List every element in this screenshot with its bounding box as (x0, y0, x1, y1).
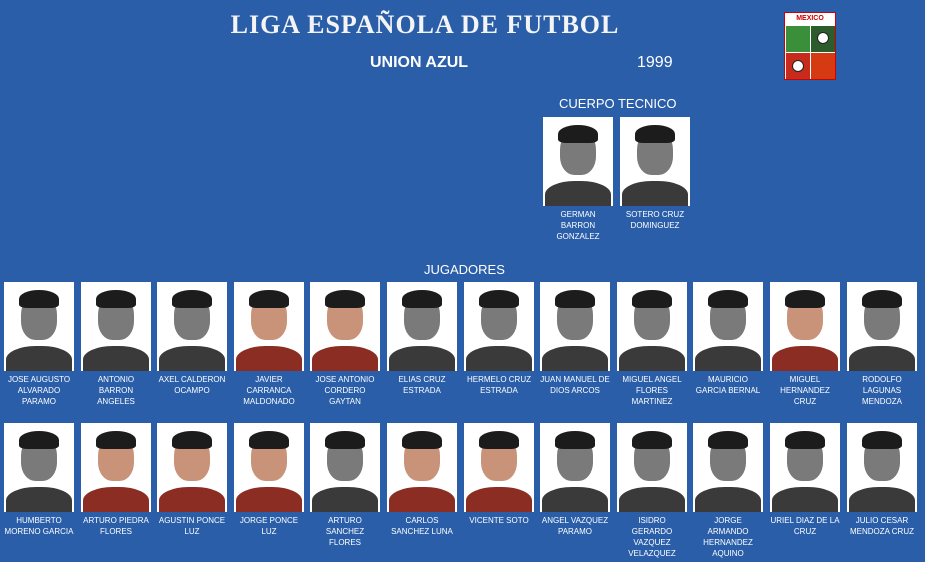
person-name: GERMAN BARRON GONZALEZ (556, 210, 600, 241)
portrait-photo (81, 423, 151, 512)
person-name: MIGUEL ANGEL FLORES MARTINEZ (622, 375, 682, 406)
person-name: SOTERO CRUZ DOMINGUEZ (625, 210, 685, 230)
person-card (234, 423, 304, 537)
person-card (847, 423, 917, 537)
person-name: JAVIER CARRANCA MALDONADO (243, 375, 295, 406)
person-name: ISIDRO GERARDO VAZQUEZ VELAZQUEZ (628, 516, 676, 558)
portrait-photo (540, 282, 610, 371)
person-name: URIEL DIAZ DE LA CRUZ (770, 516, 840, 536)
person-name: ELIAS CRUZ ESTRADA (398, 375, 446, 395)
person-card (540, 282, 610, 396)
portrait-photo (310, 282, 380, 371)
person-name: CARLOS SANCHEZ LUNA (391, 516, 453, 536)
portrait-photo (464, 423, 534, 512)
portrait-photo (234, 423, 304, 512)
person-card (540, 423, 610, 537)
person-name: MIGUEL HERNANDEZ CRUZ (780, 375, 830, 406)
person-card (157, 282, 227, 396)
crest-band-text: MEXICO (785, 13, 835, 25)
portrait-photo (234, 282, 304, 371)
person-card (387, 423, 457, 537)
person-card (81, 423, 151, 537)
person-name: RODOLFO LAGUNAS MENDOZA (862, 375, 902, 406)
players-heading: JUGADORES (424, 262, 505, 277)
team-name: UNION AZUL (370, 54, 469, 71)
portrait-photo (157, 423, 227, 512)
person-card (543, 117, 613, 242)
person-card (770, 282, 840, 407)
person-card (81, 282, 151, 407)
person-card (234, 282, 304, 407)
portrait-photo (387, 423, 457, 512)
person-card (617, 423, 687, 559)
staff-heading: CUERPO TECNICO (559, 96, 677, 111)
season-year: 1999 (637, 54, 673, 71)
person-name: AXEL CALDERON OCAMPO (158, 375, 226, 395)
person-name: MAURICIO GARCIA BERNAL (695, 375, 761, 395)
portrait-photo (770, 282, 840, 371)
person-card (464, 423, 534, 526)
portrait-photo (543, 117, 613, 206)
crest-quadrant-ball (786, 53, 810, 79)
portrait-photo (693, 423, 763, 512)
person-name: JULIO CESAR MENDOZA CRUZ (850, 516, 914, 536)
person-name: VICENTE SOTO (469, 516, 529, 525)
portrait-photo (81, 282, 151, 371)
portrait-photo (693, 282, 763, 371)
portrait-photo (157, 282, 227, 371)
person-name: JOSE AUGUSTO ALVARADO PARAMO (7, 375, 71, 406)
page-title: LIGA ESPAÑOLA DE FUTBOL (230, 10, 620, 39)
portrait-photo (387, 282, 457, 371)
person-card (387, 282, 457, 396)
mexico-crest-logo (784, 12, 836, 80)
person-card (310, 423, 380, 548)
person-name: JORGE PONCE LUZ (239, 516, 299, 536)
person-name: ARTURO SANCHEZ FLORES (325, 516, 365, 547)
portrait-photo (540, 423, 610, 512)
portrait-photo (617, 282, 687, 371)
person-card (464, 282, 534, 396)
person-card (157, 423, 227, 537)
portrait-photo (847, 423, 917, 512)
person-card (770, 423, 840, 537)
portrait-photo (310, 423, 380, 512)
person-name: ANTONIO BARRON ANGELES (97, 375, 135, 406)
crest-quadrant-lion (811, 53, 835, 79)
person-name: ANGEL VAZQUEZ PARAMO (541, 516, 609, 536)
crest-quadrant-flag (786, 26, 810, 52)
crest-quadrant-ball (811, 26, 835, 52)
person-card (847, 282, 917, 407)
person-card (4, 282, 74, 407)
person-name: HERMELO CRUZ ESTRADA (466, 375, 531, 395)
person-name: JOSE ANTONIO CORDERO GAYTAN (315, 375, 375, 406)
person-card (617, 282, 687, 407)
person-card (4, 423, 74, 537)
person-name: AGUSTIN PONCE LUZ (158, 516, 226, 536)
person-card (310, 282, 380, 407)
person-name: ARTURO PIEDRA FLORES (83, 516, 149, 536)
person-card (620, 117, 690, 231)
person-card (693, 282, 763, 396)
person-name: HUMBERTO MORENO GARCIA (4, 516, 74, 536)
portrait-photo (464, 282, 534, 371)
portrait-photo (620, 117, 690, 206)
portrait-photo (4, 423, 74, 512)
person-name: JUAN MANUEL DE DIOS ARCOS (540, 375, 610, 395)
portrait-photo (4, 282, 74, 371)
portrait-photo (617, 423, 687, 512)
person-card (693, 423, 763, 559)
portrait-photo (770, 423, 840, 512)
portrait-photo (847, 282, 917, 371)
person-name: JORGE ARMANDO HERNANDEZ AQUINO (703, 516, 753, 558)
